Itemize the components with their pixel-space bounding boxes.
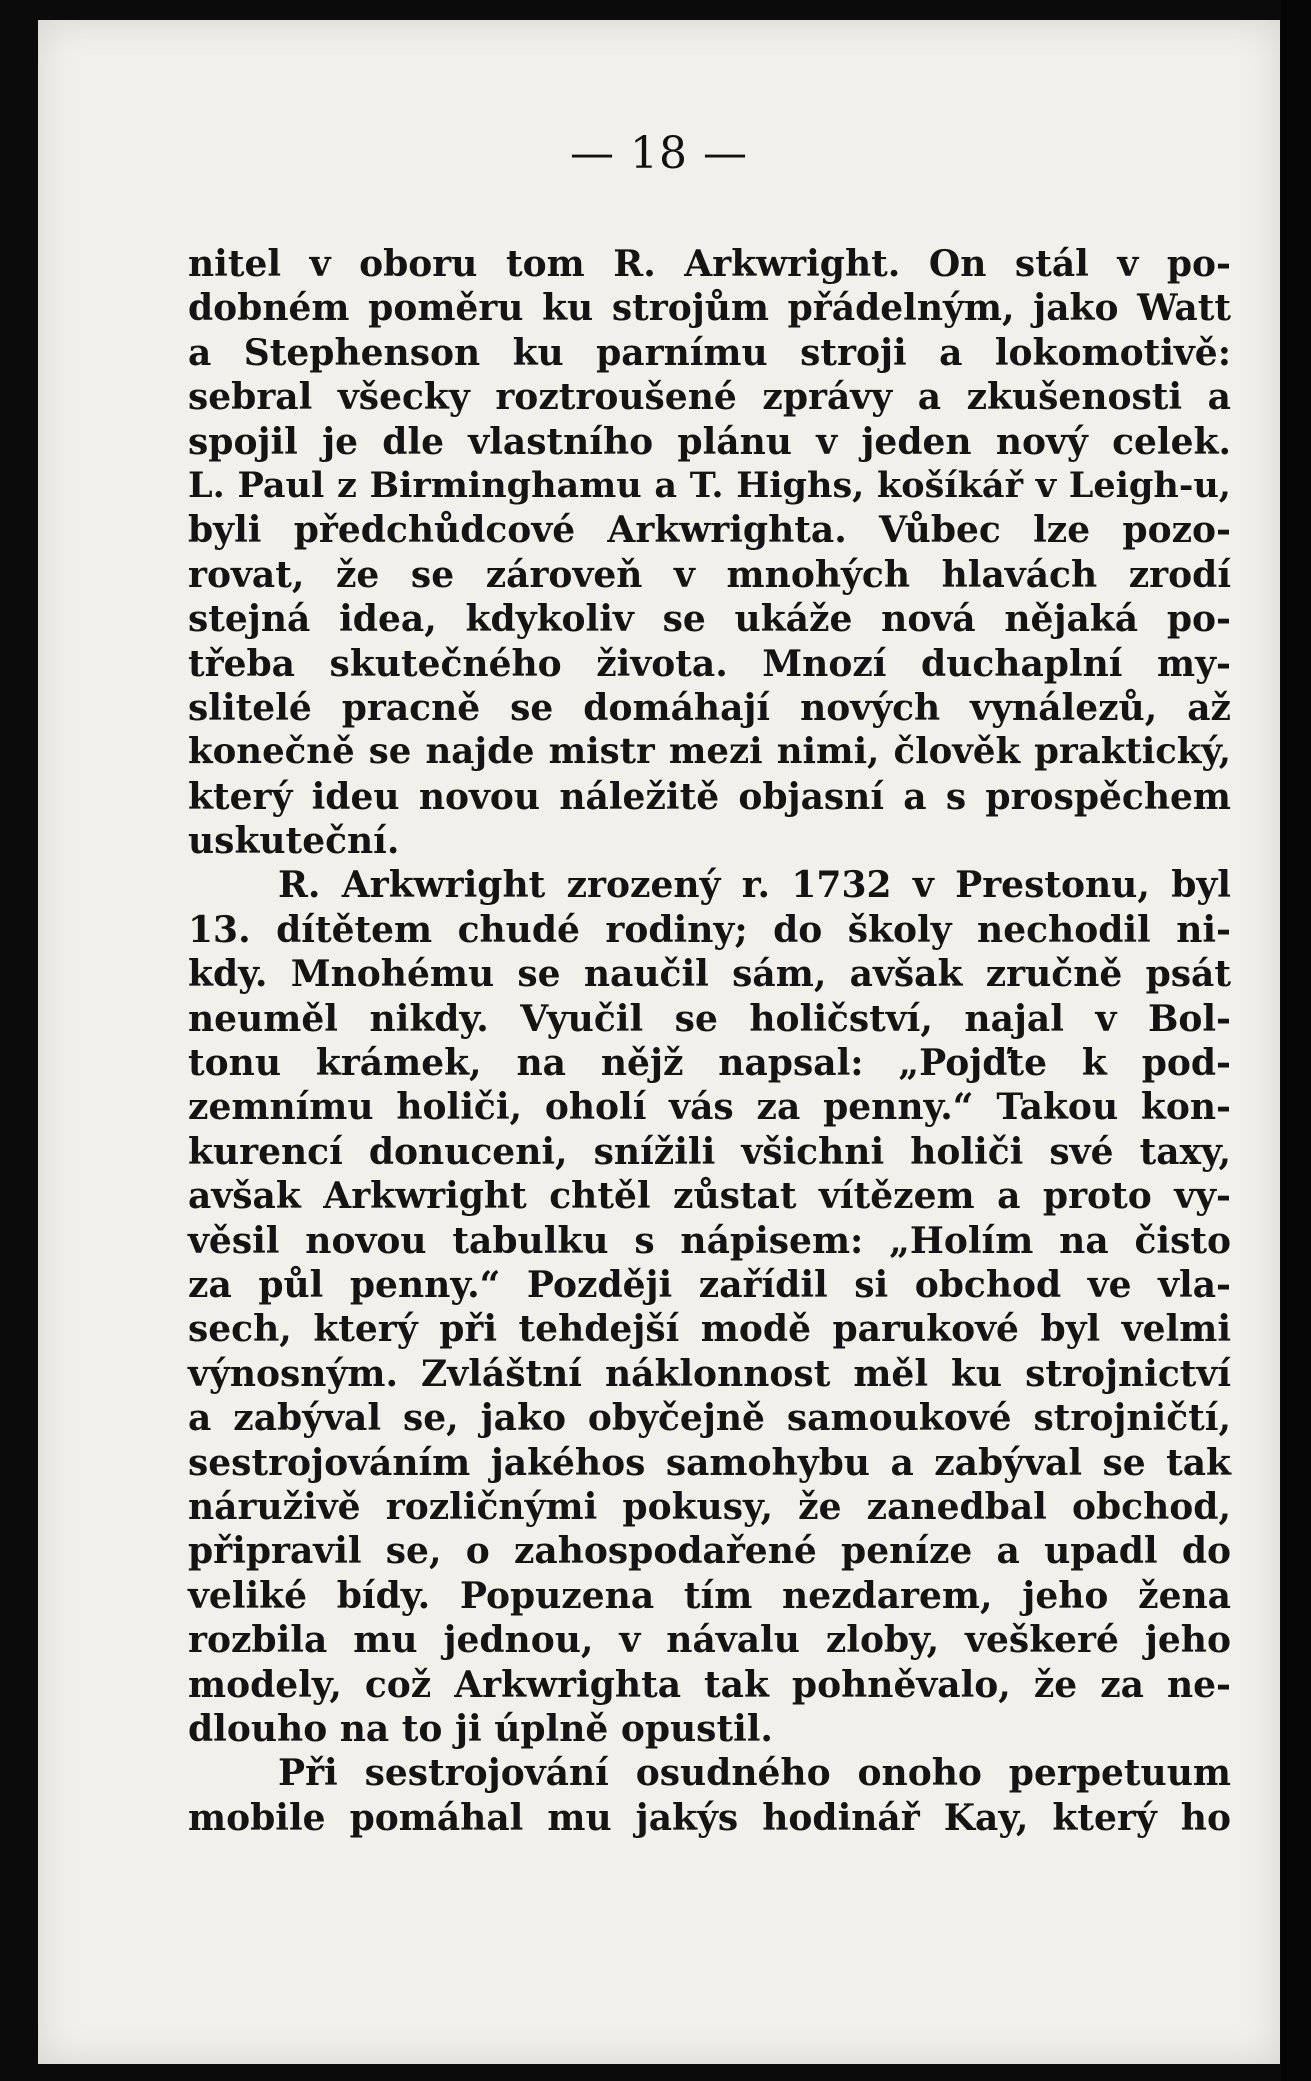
text-line: avšak Arkwright chtěl zůstat vítězem a proto vy- bbox=[188, 1175, 1231, 1218]
text-line: sestrojováním jakéhos samohybu a zabýval se tak bbox=[188, 1441, 1231, 1484]
text-line: slitelé pracně se domáhají nových vynálezů, až bbox=[188, 686, 1231, 729]
document-page bbox=[38, 20, 1280, 2064]
text-line: rovat, že se zároveň v mnohých hlavách zrodí bbox=[188, 553, 1231, 596]
text-line: L. Paul z Birminghamu a T. Highs, košíkář v Leigh-u, bbox=[188, 464, 1231, 506]
text-line: a zabýval se, jako obyčejně samoukové strojničtí, bbox=[188, 1397, 1231, 1440]
text-line: sebral všecky roztroušené zprávy a zkušenosti a bbox=[188, 376, 1231, 419]
text-line: který ideu novou náležitě objasní a s prospěchem bbox=[188, 775, 1231, 818]
text-line: uskuteční. bbox=[188, 820, 400, 863]
page-binding-edge bbox=[1281, 0, 1311, 2081]
text-line: kdy. Mnohému se naučil sám, avšak zručně psát bbox=[188, 953, 1231, 996]
text-line: dlouho na to ji úplně opustil. bbox=[188, 1707, 773, 1750]
text-line: třeba skutečného života. Mnozí duchaplní my- bbox=[188, 642, 1231, 685]
text-line: náruživě rozličnými pokusy, že zanedbal obchod, bbox=[188, 1485, 1231, 1528]
text-line: R. Arkwright zrozený r. 1732 v Prestonu, byl bbox=[278, 864, 1231, 907]
text-line: neuměl nikdy. Vyučil se holičství, najal v Bol- bbox=[188, 997, 1231, 1040]
body-text bbox=[188, 242, 1231, 1840]
text-line: kurencí donuceni, snížili všichni holiči své taxy, bbox=[188, 1130, 1231, 1173]
text-line: rozbila mu jednou, v návalu zloby, veškeré jeho bbox=[188, 1619, 1231, 1662]
text-line: sech, který při tehdejší modě parukové byl velmi bbox=[188, 1308, 1231, 1351]
text-line: a Stephenson ku parnímu stroji a lokomotivě: bbox=[188, 331, 1231, 374]
text-line: 13. dítětem chudé rodiny; do školy nechodil ni- bbox=[188, 908, 1231, 951]
text-line: výnosným. Zvláštní náklonnost měl ku strojnictví bbox=[188, 1352, 1231, 1395]
text-line: tonu krámek, na nějž napsal: „Pojďte k pod- bbox=[188, 1042, 1231, 1085]
text-line: stejná idea, kdykoliv se ukáže nová nějaká po- bbox=[188, 598, 1231, 641]
text-line: modely, což Arkwrighta tak pohněvalo, že za ne- bbox=[188, 1663, 1231, 1706]
text-line: dobném poměru ku strojům přádelným, jako Watt bbox=[188, 287, 1231, 330]
text-line: Při sestrojování osudného onoho perpetuum bbox=[278, 1752, 1231, 1795]
text-line: konečně se najde mistr mezi nimi, člověk praktický, bbox=[188, 731, 1231, 773]
text-line: mobile pomáhal mu jakýs hodinář Kay, který ho bbox=[188, 1796, 1231, 1839]
page-number: — 18 — bbox=[570, 128, 748, 179]
text-line: veliké bídy. Popuzena tím nezdarem, jeho žena bbox=[188, 1574, 1231, 1617]
text-line: nitel v oboru tom R. Arkwright. On stál v po- bbox=[188, 243, 1231, 285]
text-line: připravil se, o zahospodařené peníze a upadl do bbox=[188, 1530, 1231, 1573]
text-line: byli předchůdcové Arkwrighta. Vůbec lze pozo- bbox=[188, 509, 1231, 552]
text-line: spojil je dle vlastního plánu v jeden nový celek. bbox=[188, 420, 1231, 463]
text-line: zemnímu holiči, oholí vás za penny.“ Takou kon- bbox=[188, 1086, 1231, 1129]
text-line: věsil novou tabulku s nápisem: „Holím na čisto bbox=[188, 1219, 1231, 1262]
text-line: za půl penny.“ Později zařídil si obchod ve vla- bbox=[188, 1263, 1231, 1306]
